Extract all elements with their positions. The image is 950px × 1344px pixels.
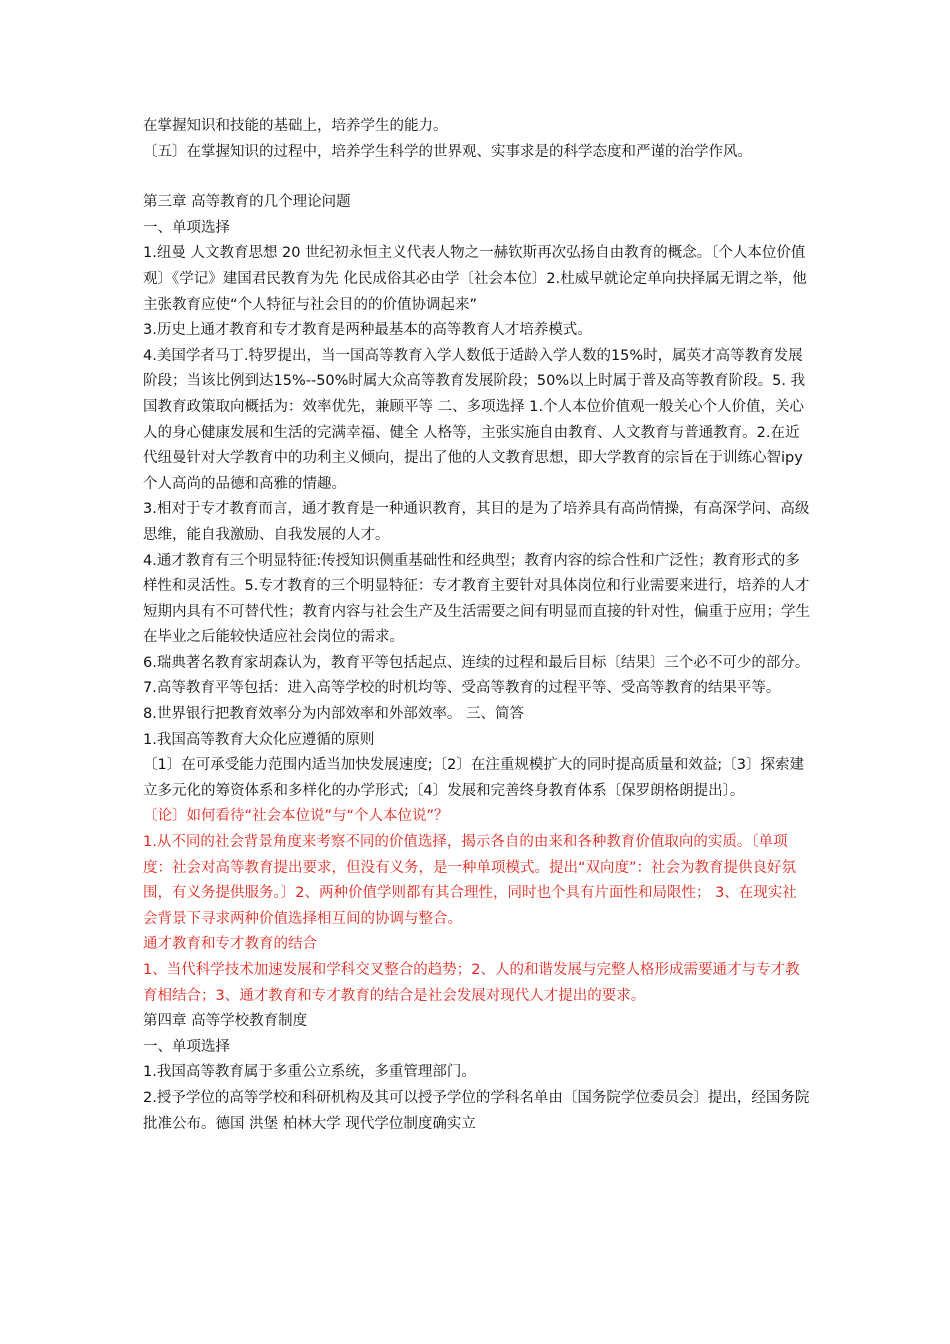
short-answer-answer: 〔1〕在可承受能力范围内适当加快发展速度;〔2〕在注重规模扩大的同时提高质量和效益;〔3〕探索建立多元化的筹资体系和多样化的办学形式;〔4〕发展和完善终身教育体系〔保罗朗格朗提出〕。 (143, 757, 804, 799)
short-answer-question: 1.我国高等教育大众化应遵循的原则 (143, 731, 375, 748)
essay-question: 〔论〕如何看待“社会本位说”与“个人本位说”？ (143, 808, 449, 825)
paragraph-public-system: 1.我国高等教育属于多重公立系统，多重管理部门。 (143, 1064, 476, 1081)
paragraph-general-education: 3.相对于专才教育而言，通才教育是一种通识教育，其目的是为了培养具有高尚情操，有高深学问、高级思维，能自我激励、自我发展的人才。 (143, 501, 810, 543)
paragraph-item-1: 1.纽曼 人文教育思想 20 世纪初永恒主义代表人物之一赫钦斯再次弘扬自由教育的概念。〔个人本位价值观〕《学记》建国君民教育为先 化民成俗其必由学〔社会本位〕2.杜威早就论定单向抉择属无谓之举，他主张教育应使“个人特征与社会目的的价值协调起来” (143, 245, 807, 313)
combination-heading: 通才教育和专才教育的结合 (143, 936, 317, 953)
document-page (143, 114, 811, 1137)
chapter-three-heading: 第三章 高等教育的几个理论问题 (143, 194, 351, 211)
paragraph-features: 4.通才教育有三个明显特征:传授知识侧重基础性和经典型；教育内容的综合性和广泛性；教育形式的多样性和灵活性。5.专才教育的三个明显特征：专才教育主要针对具体岗位和行业需要来进行，培养的人才短期内具有不可替代性；教育内容与社会生产及生活需要之间有明显而直接的针对性，偏重于应用；学生在毕业之后能较快适应社会岗位的需求。 (143, 552, 810, 646)
paragraph-intro: 在掌握知识和技能的基础上，培养学生的能力。 (143, 118, 448, 134)
paragraph-item-five: 〔五〕在掌握知识的过程中，培养学生科学的世界观、实事求是的科学态度和严谨的治学作风。 (143, 143, 752, 160)
paragraph-item-3: 3.历史上通才教育和专才教育是两种最基本的高等教育人才培养模式。 (143, 322, 592, 339)
combination-answer: 1、当代科学技术加速发展和学科交叉整合的趋势；2、人的和谐发展与完整人格形成需要通才与专才教育相结合；3、通才教育和专才教育的结合是社会发展对现代人才提出的要求。 (143, 962, 800, 1004)
section-single-choice-heading: 一、单项选择 (143, 219, 230, 236)
paragraph-husen: 6.瑞典著名教育家胡森认为，教育平等包括起点、连续的过程和最后目标〔结果〕三个必不可少的部分。 (143, 654, 810, 671)
chapter-four-heading: 第四章 高等学校教育制度 (143, 1013, 308, 1030)
paragraph-equality: 7.高等教育平等包括：进入高等学校的时机均等、受高等教育的过程平等、受高等教育的结果平等。 (143, 680, 781, 697)
paragraph-world-bank: 8.世界银行把教育效率分为内部效率和外部效率。 三、简答 (143, 706, 524, 723)
blank-line (143, 165, 811, 190)
paragraph-item-4: 4.美国学者马丁.特罗提出，当一国高等教育入学人数低于适龄入学人数的15%时，属英才高等教育发展阶段；当该比例到达15%--50%时属大众高等教育发展阶段；50%以上时属于普及高等教育阶段。5. 我国教育政策取向概括为：效率优先，兼顾平等 二、多项选择 1.个人本位价值观一般关心个人价值，关心人的身心健康发展和生活的完满幸福、健全 人格等，主张实施自由教育、人文教育与普通教育。2.在近代纽曼针对大学教育中的功利主义倾向，提出了他的人文教育思想，即大学教育的宗旨在于训练心智ipy个人高尚的品德和高雅的情趣。 (143, 347, 806, 492)
section-single-choice-heading-2: 一、单项选择 (143, 1038, 230, 1055)
essay-answer: 1.从不同的社会背景角度来考察不同的价值选择，揭示各自的由来和各种教育价值取向的实质。〔单项度：社会对高等教育提出要求，但没有义务，是一种单项模式。提出“双向度”：社会为教育提供良好氛围，有义务提供服务。〕2、两种价值学则都有其合理性，同时也个具有片面性和局限性； 3、在现实社会背景下寻求两种价值选择相互间的协调与整合。 (143, 834, 797, 927)
paragraph-degree-list: 2.授予学位的高等学校和科研机构及其可以授予学位的学科名单由〔国务院学位委员会〕提出，经国务院批准公布。德国 洪堡 柏林大学 现代学位制度确实立 (143, 1089, 810, 1132)
